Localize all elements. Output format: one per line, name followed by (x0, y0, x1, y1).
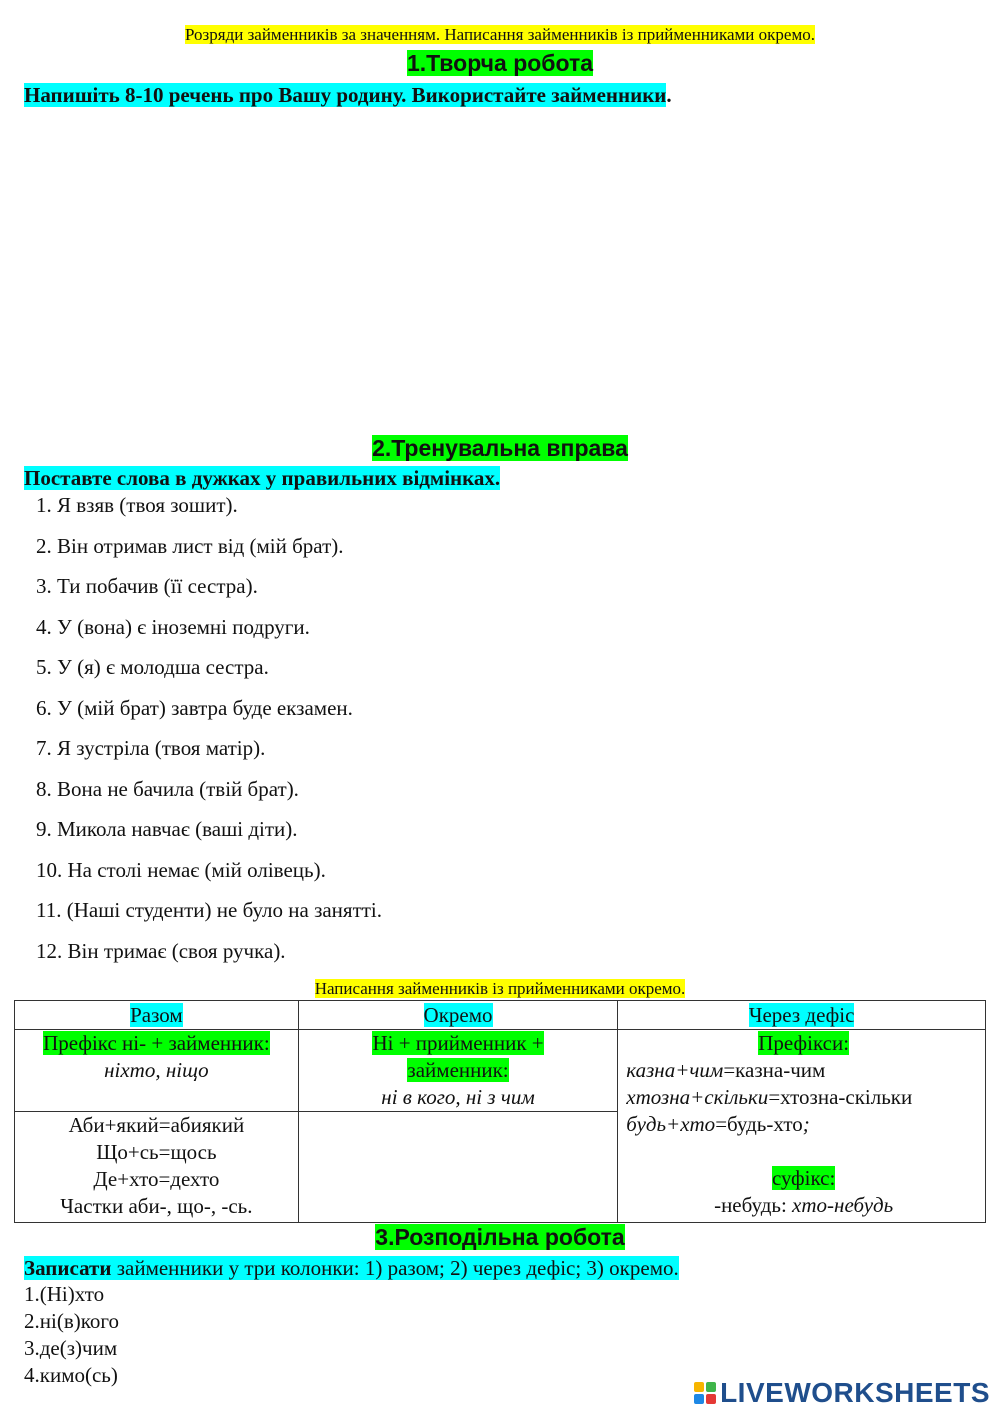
together-line: Де+хто=дехто (93, 1167, 220, 1191)
exercise-item: 5. У (я) є молодша сестра. (36, 655, 269, 679)
section3-task-bold: Записати (24, 1256, 112, 1280)
cell-separately-empty (298, 1112, 618, 1223)
hyphen-prefix-rule: Префікси: (758, 1031, 850, 1055)
hyphen-example-1 (626, 1057, 981, 1084)
table-caption (0, 978, 1000, 1000)
exercise-item: 2. Він отримав лист від (мій брат). (36, 533, 344, 558)
hyphen-example-3 (626, 1111, 981, 1138)
exercise-item: 9. Микола навчає (ваші діти). (36, 817, 298, 841)
header-separately (298, 1001, 618, 1030)
sort-item: 1.(Ні)хто (24, 1282, 105, 1306)
hyphen-suffix-word: хто-небудь (792, 1193, 894, 1217)
table-row (15, 1030, 986, 1112)
hyphen-suffix-label: -небудь: (714, 1193, 793, 1217)
cell-separately-rule (298, 1030, 618, 1112)
hyphen-example-2 (626, 1084, 981, 1111)
sort-list (24, 1281, 119, 1389)
header-separately-text: Окремо (423, 1003, 493, 1027)
hyphen-example-2-parts: хтозна+скільки (626, 1085, 769, 1109)
rules-table (14, 1000, 986, 1223)
exercise-item: 3. Ти побачив (її сестра). (36, 574, 258, 598)
section3-heading (0, 1222, 1000, 1252)
cell-together-rule (15, 1030, 299, 1112)
section2-task (24, 465, 500, 491)
logo-square (706, 1382, 716, 1392)
exercise-item: 6. У (мій брат) завтра буде екзамен. (36, 695, 353, 720)
together-line: Що+сь=щось (96, 1140, 217, 1164)
exercise-item: 7. Я зустріла (твоя матір). (36, 736, 266, 760)
exercise-item: 11. (Наші студенти) не було на занятті. (36, 898, 383, 922)
liveworksheets-logo-text: LIVEWORKSHEETS (720, 1377, 990, 1408)
separately-rule-line1: Ні + прийменник + (372, 1031, 544, 1055)
sort-item: 2.ні(в)кого (24, 1309, 119, 1333)
section3-task (24, 1255, 679, 1281)
sort-item: 3.де(з)чим (24, 1336, 118, 1360)
together-line: Аби+який=абиякий (68, 1113, 245, 1137)
worksheet-title (0, 24, 1000, 46)
hyphen-example-3-end: ; (802, 1112, 810, 1136)
cell-together-examples (15, 1112, 299, 1223)
exercise-item: 4. У (вона) є іноземні подруги. (36, 614, 310, 639)
cell-hyphen-rules (618, 1030, 986, 1223)
section1-task-text: Напишіть 8-10 речень про Вашу родину. Використайте займенники (24, 83, 667, 107)
section3-task-rest: займенники у три колонки: 1) разом; 2) через дефіс; 3) окремо. (111, 1256, 679, 1280)
logo-square (694, 1382, 704, 1392)
liveworksheets-logo (694, 1376, 990, 1410)
exercise-list (36, 491, 382, 977)
hyphen-example-3-result: =будь-хто (715, 1112, 803, 1136)
hyphen-example-3-parts: будь+хто (626, 1112, 716, 1136)
hyphen-suffix-rule: суфікс: (771, 1166, 836, 1190)
exercise-item: 8. Вона не бачила (твій брат). (36, 776, 299, 801)
exercise-item: 12. Він тримає (своя ручка). (36, 938, 286, 963)
table-caption-text: Написання займенників із прийменниками окремо. (314, 979, 686, 998)
section1-heading (0, 48, 1000, 78)
exercise-item: 10. На столі немає (мій олівець). (36, 857, 326, 882)
together-example: ніхто, ніщо (104, 1058, 209, 1082)
separately-rule-line2: займенник: (407, 1058, 509, 1082)
section1-task-period: . (666, 83, 672, 107)
section3-heading-text: 3.Розподільна робота (375, 1224, 625, 1250)
table-header-row (15, 1001, 986, 1030)
together-line: Частки аби-, що-, -сь. (60, 1194, 253, 1218)
hyphen-example-1-parts: казна+чим (626, 1058, 724, 1082)
section1-heading-text: 1.Творча робота (406, 50, 594, 76)
liveworksheets-logo-icon (694, 1382, 716, 1404)
exercise-item: 1. Я взяв (твоя зошит). (36, 493, 238, 517)
hyphen-example-1-result: =казна-чим (723, 1058, 826, 1082)
section2-task-text: Поставте слова в дужках у правильних відмінках. (24, 466, 501, 490)
header-together-text: Разом (130, 1003, 183, 1027)
hyphen-suffix-example (626, 1192, 981, 1219)
together-rule: Префікс ні- + займенник: (43, 1031, 270, 1055)
section1-task (24, 82, 672, 108)
section2-heading-text: 2.Тренувальна вправа (372, 435, 628, 461)
separately-example: ні в кого, ні з чим (381, 1085, 535, 1109)
logo-square (706, 1394, 716, 1404)
header-hyphen (618, 1001, 986, 1030)
worksheet-title-text: Розряди займенників за значенням. Написання займенників із прийменниками окремо. (185, 25, 815, 44)
section2-heading (0, 433, 1000, 463)
logo-square (694, 1394, 704, 1404)
sort-item: 4.кимо(сь) (24, 1363, 118, 1387)
header-together (15, 1001, 299, 1030)
header-hyphen-text: Через дефіс (748, 1003, 855, 1027)
hyphen-example-2-result: =хтозна-скільки (768, 1085, 913, 1109)
